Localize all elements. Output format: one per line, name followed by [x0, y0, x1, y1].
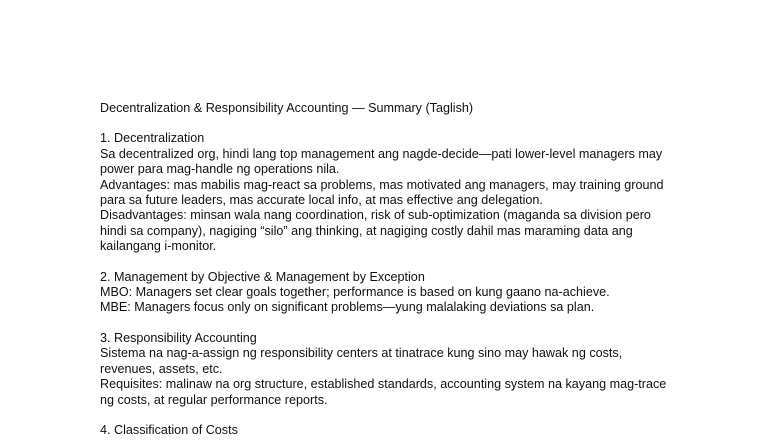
section-classification-of-costs — [100, 423, 720, 438]
section-responsibility-accounting — [100, 331, 720, 408]
document-body — [100, 101, 720, 438]
document-title: Decentralization & Responsibility Accounting — Summary (Taglish) — [100, 101, 474, 115]
section-paragraph: MBO: Managers set clear goals together; performance is based on kung gaano na-achieve. — [100, 285, 610, 300]
section-paragraph: Sa decentralized org, hindi lang top management ang nagde-decide—pati lower-level managers may power para mag-handle ng operations nila. — [100, 146, 663, 177]
section-heading: 2. Management by Objective & Management by Exception — [100, 269, 425, 284]
section-paragraph: Disadvantages: minsan wala nang coordination, risk of sub-optimization (maganda sa division pero hindi sa company), nagiging “silo” ang thinking, at nagiging costly dahil mas maraming data ang kailangang i-monitor. — [100, 208, 651, 254]
section-heading: 4. Classification of Costs — [100, 422, 238, 437]
section-heading: 3. Responsibility Accounting — [100, 330, 257, 345]
section-heading: 1. Decentralization — [100, 131, 205, 146]
section-paragraph: MBE: Managers focus only on significant problems—yung malalaking deviations sa plan. — [100, 300, 595, 315]
section-mbo-mbe — [100, 270, 720, 316]
section-paragraph: Sistema na nag-a-assign ng responsibility centers at tinatrace kung sino may hawak ng costs, revenues, assets, etc. — [100, 346, 623, 376]
section-paragraph: Advantages: mas mabilis mag-react sa problems, mas motivated ang managers, may training ground para sa future leaders, mas accurate local info, at mas effective ang delegation. — [100, 177, 664, 208]
section-paragraph: Requisites: malinaw na org structure, established standards, accounting system na kayang mag-trace ng costs, at regular performance reports. — [100, 377, 667, 407]
section-decentralization — [100, 131, 720, 254]
